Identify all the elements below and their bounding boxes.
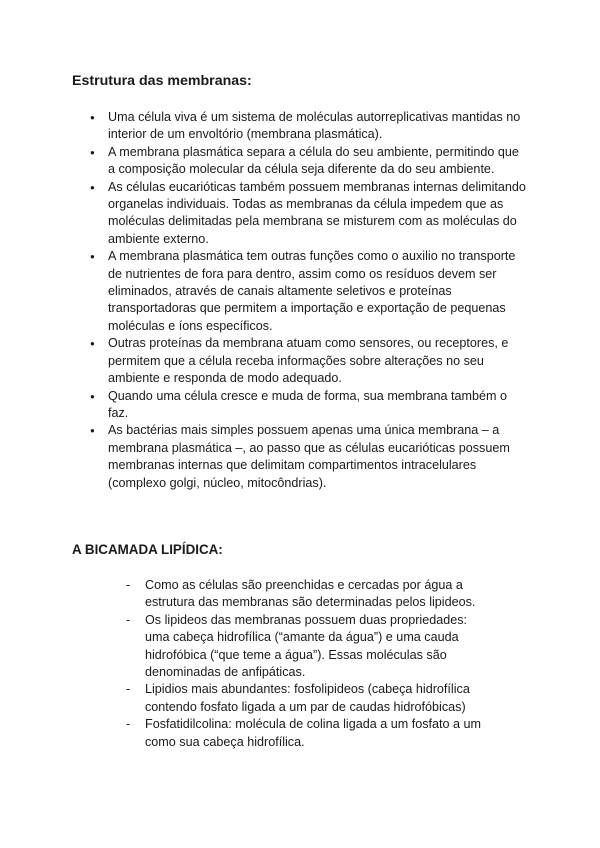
list-item: - Os lipideos das membranas possuem duas propriedades: uma cabeça hidrofílica (“amante da água”) e uma cauda hidrofóbica (“que teme a água”). Essas moléculas são denominadas de anfipáticas.: [145, 612, 490, 682]
list-item: - Lipidios mais abundantes: fosfolipideos (cabeça hidrofílica contendo fosfato ligada a um par de caudas hidrofóbicas): [145, 681, 490, 716]
lipid-bilayer-list: [145, 577, 490, 751]
list-item: ● As bactérias mais simples possuem apenas uma única membrana – a membrana plasmática –, ao passo que as células eucarióticas possuem membranas internas que delimitam compartimentos intracelulares (complexo golgi, núcleo, mitocôndrias).: [108, 422, 526, 492]
membrane-structure-list: [108, 109, 526, 492]
list-item: ● A membrana plasmática separa a célula do seu ambiente, permitindo que a composição molecular da célula seja diferente da do seu ambiente.: [108, 144, 526, 179]
section-title-membrane-structure: Estrutura das membranas:: [72, 73, 252, 89]
list-item: ● Outras proteínas da membrana atuam como sensores, ou receptores, e permitem que a célula receba informações sobre alterações no seu ambiente e responda de modo adequado.: [108, 335, 526, 387]
list-item: ● As células eucarióticas também possuem membranas internas delimitando organelas individuais. Todas as membranas da célula impedem que as moléculas delimitadas pela membrana se misturem com as moléculas do ambiente externo.: [108, 179, 526, 249]
section-title-lipid-bilayer: A BICAMADA LIPÍDICA:: [72, 542, 223, 557]
list-item: - Como as células são preenchidas e cercadas por água a estrutura das membranas são determinadas pelos lipideos.: [145, 577, 490, 612]
list-item: ● Quando uma célula cresce e muda de forma, sua membrana também o faz.: [108, 388, 526, 423]
list-item: ● A membrana plasmática tem outras funções como o auxilio no transporte de nutrientes de fora para dentro, assim como os resíduos devem ser eliminados, através de canais altamente seletivos e proteínas transportadoras que permitem a importação e exportação de pequenas moléculas e íons específicos.: [108, 248, 526, 335]
list-item: ● Uma célula viva é um sistema de moléculas autorreplicativas mantidas no interior de um envoltório (membrana plasmática).: [108, 109, 526, 144]
list-item: - Fosfatidilcolina: molécula de colina ligada a um fosfato a um como sua cabeça hidrofílica.: [145, 716, 490, 751]
